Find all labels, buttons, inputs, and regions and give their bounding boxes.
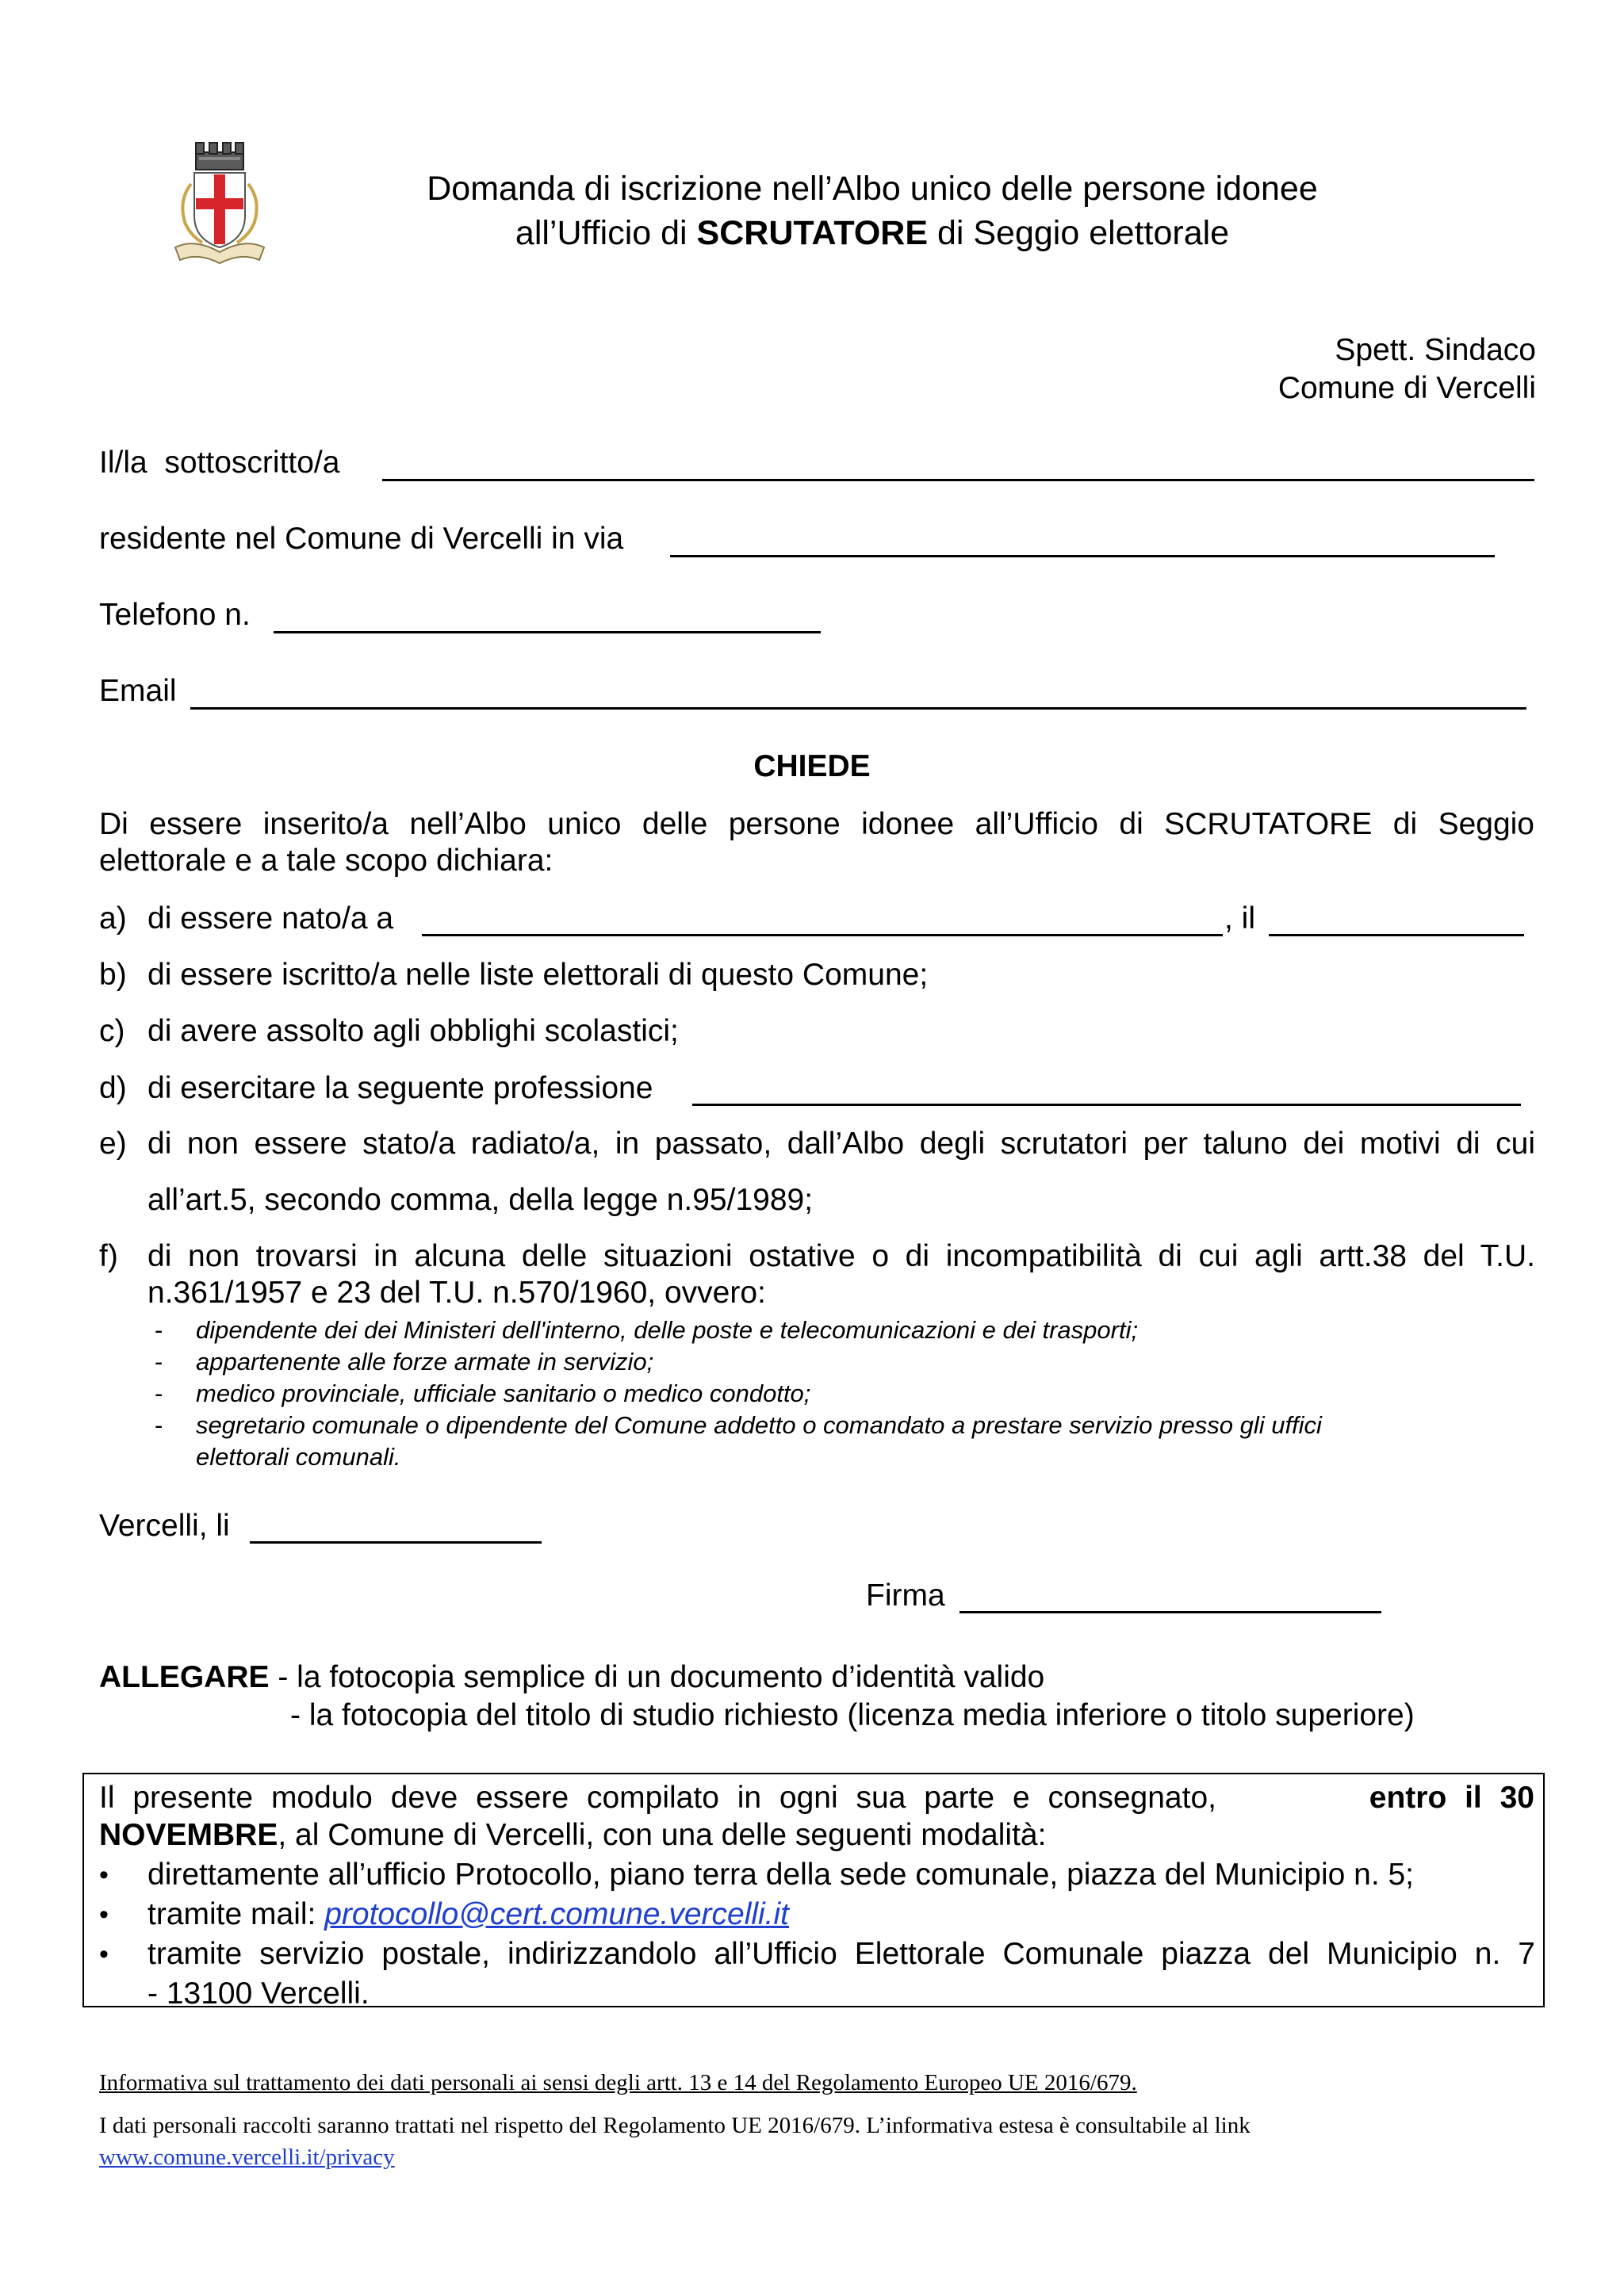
item-f-letter: f) xyxy=(99,1239,118,1273)
residence-label: residente nel Comune di Vercelli in via xyxy=(99,522,624,556)
notice-bullet-3-line-2: - 13100 Vercelli. xyxy=(147,1976,370,2011)
signature-label: Firma xyxy=(866,1578,945,1613)
title-line-2: all’Ufficio di SCRUTATORE di Seggio elettorale xyxy=(515,214,1230,252)
bullet-icon: • xyxy=(99,1860,109,1890)
item-b-text: di essere iscritto/a nelle liste elettorali di questo Comune; xyxy=(147,958,929,992)
email-field-line[interactable] xyxy=(190,707,1526,710)
notice-bullet-3-line-1: tramite servizio postale, indirizzandolo all’Ufficio Elettorale Comunale piazza del Municipio n. 7 xyxy=(147,1937,1535,1971)
item-d-text: di esercitare la seguente professione xyxy=(147,1071,653,1105)
item-c-letter: c) xyxy=(99,1014,125,1048)
request-intro-line-2: elettorale e a tale scopo dichiara: xyxy=(99,844,553,878)
privacy-heading: Informativa sul trattamento dei dati personali ai sensi degli artt. 13 e 14 del Regolamento Europeo UE 2016/679. xyxy=(99,2070,1137,2095)
phone-label: Telefono n. xyxy=(99,598,251,632)
item-f-line-2: n.361/1957 e 23 del T.U. n.570/1960, ovvero: xyxy=(147,1276,766,1310)
birthplace-field-line[interactable] xyxy=(422,934,1223,936)
title-line-1: Domanda di iscrizione nell’Albo unico delle persone idonee xyxy=(427,170,1318,208)
bullet-icon: • xyxy=(99,1939,109,1969)
addressee-line-1: Spett. Sindaco xyxy=(1335,333,1536,367)
date-field-line[interactable] xyxy=(250,1541,542,1544)
f-sub-item-1: dipendente dei dei Ministeri dell'interno, delle poste e telecomunicazioni e dei trasporti; xyxy=(196,1316,1139,1344)
f-sub-item-2: appartenente alle forze armate in servizio; xyxy=(196,1348,654,1376)
notice-line-2: NOVEMBRE, al Comune di Vercelli, con una delle seguenti modalità: xyxy=(99,1818,1047,1852)
notice-bullet-2: tramite mail: protocollo@cert.comune.vercelli.it xyxy=(147,1897,790,1931)
place-date-label: Vercelli, li xyxy=(99,1509,230,1543)
name-label: Il/la sottoscritto/a xyxy=(99,446,340,480)
notice-bullet-1: direttamente all’ufficio Protocollo, piano terra della sede comunale, piazza del Municipio n. 5; xyxy=(147,1858,1415,1892)
item-f-line-1: di non trovarsi in alcuna delle situazioni ostative o di incompatibilità di cui agli artt.38 del T.U. xyxy=(147,1239,1535,1273)
notice-deadline-month: NOVEMBRE xyxy=(99,1818,278,1852)
privacy-link[interactable]: www.comune.vercelli.it/privacy xyxy=(99,2145,395,2170)
protocol-email-link[interactable]: protocollo@cert.comune.vercelli.it xyxy=(324,1897,790,1931)
request-intro-line-1: Di essere inserito/a nell’Albo unico delle persone idonee all’Ufficio di SCRUTATORE di Seggio xyxy=(99,807,1534,841)
sub-dash: - xyxy=(155,1380,163,1407)
item-e-line-2: all’art.5, secondo comma, della legge n.95/1989; xyxy=(147,1183,814,1217)
item-e-line-1: di non essere stato/a radiato/a, in passato, dall’Albo degli scrutatori per taluno dei motivi di cui xyxy=(147,1127,1535,1161)
addressee-block xyxy=(1278,331,1536,408)
form-title xyxy=(238,166,1507,255)
f-sub-item-4-cont: elettorali comunali. xyxy=(196,1443,401,1471)
addressee-line-2: Comune di Vercelli xyxy=(1277,371,1536,405)
title-scrutatore: SCRUTATORE xyxy=(696,214,928,252)
sub-dash: - xyxy=(155,1348,163,1376)
profession-field-line[interactable] xyxy=(692,1104,1521,1106)
sub-dash: - xyxy=(155,1316,163,1344)
item-c-text: di avere assolto agli obblighi scolastici; xyxy=(147,1014,679,1048)
item-e-letter: e) xyxy=(99,1127,127,1161)
sub-dash: - xyxy=(155,1411,163,1439)
privacy-text: I dati personali raccolti saranno trattati nel rispetto del Regolamento UE 2016/679. L’informativa estesa è consultabile al link xyxy=(99,2113,1251,2138)
notice-line-1: Il presente modulo deve essere compilato in ogni sua parte e consegnato, entro il 30 xyxy=(99,1781,1534,1815)
name-field-line[interactable] xyxy=(382,479,1534,481)
attachments-label: ALLEGARE xyxy=(99,1660,270,1694)
attachments-line-2: - la fotocopia del titolo di studio richiesto (licenza media inferiore o titolo superiore) xyxy=(290,1698,1415,1732)
f-sub-item-4: segretario comunale o dipendente del Comune addetto o comandato a prestare servizio presso gli uffici xyxy=(196,1411,1322,1439)
item-d-letter: d) xyxy=(99,1071,127,1105)
notice-deadline: entro il 30 xyxy=(1369,1781,1534,1815)
residence-field-line[interactable] xyxy=(670,555,1495,557)
bullet-icon: • xyxy=(99,1900,109,1930)
signature-field-line[interactable] xyxy=(959,1611,1381,1613)
item-a-text: di essere nato/a a xyxy=(147,901,394,936)
request-heading: CHIEDE xyxy=(753,749,871,783)
f-sub-item-3: medico provinciale, ufficiale sanitario o medico condotto; xyxy=(196,1380,811,1407)
item-a-date-label: , il xyxy=(1224,901,1255,936)
birthdate-field-line[interactable] xyxy=(1269,934,1524,936)
item-a-letter: a) xyxy=(99,901,127,936)
email-label: Email xyxy=(99,674,177,708)
attachments-line-1: ALLEGARE - la fotocopia semplice di un documento d’identità valido xyxy=(99,1660,1045,1694)
phone-field-line[interactable] xyxy=(274,631,821,633)
item-b-letter: b) xyxy=(99,958,127,992)
